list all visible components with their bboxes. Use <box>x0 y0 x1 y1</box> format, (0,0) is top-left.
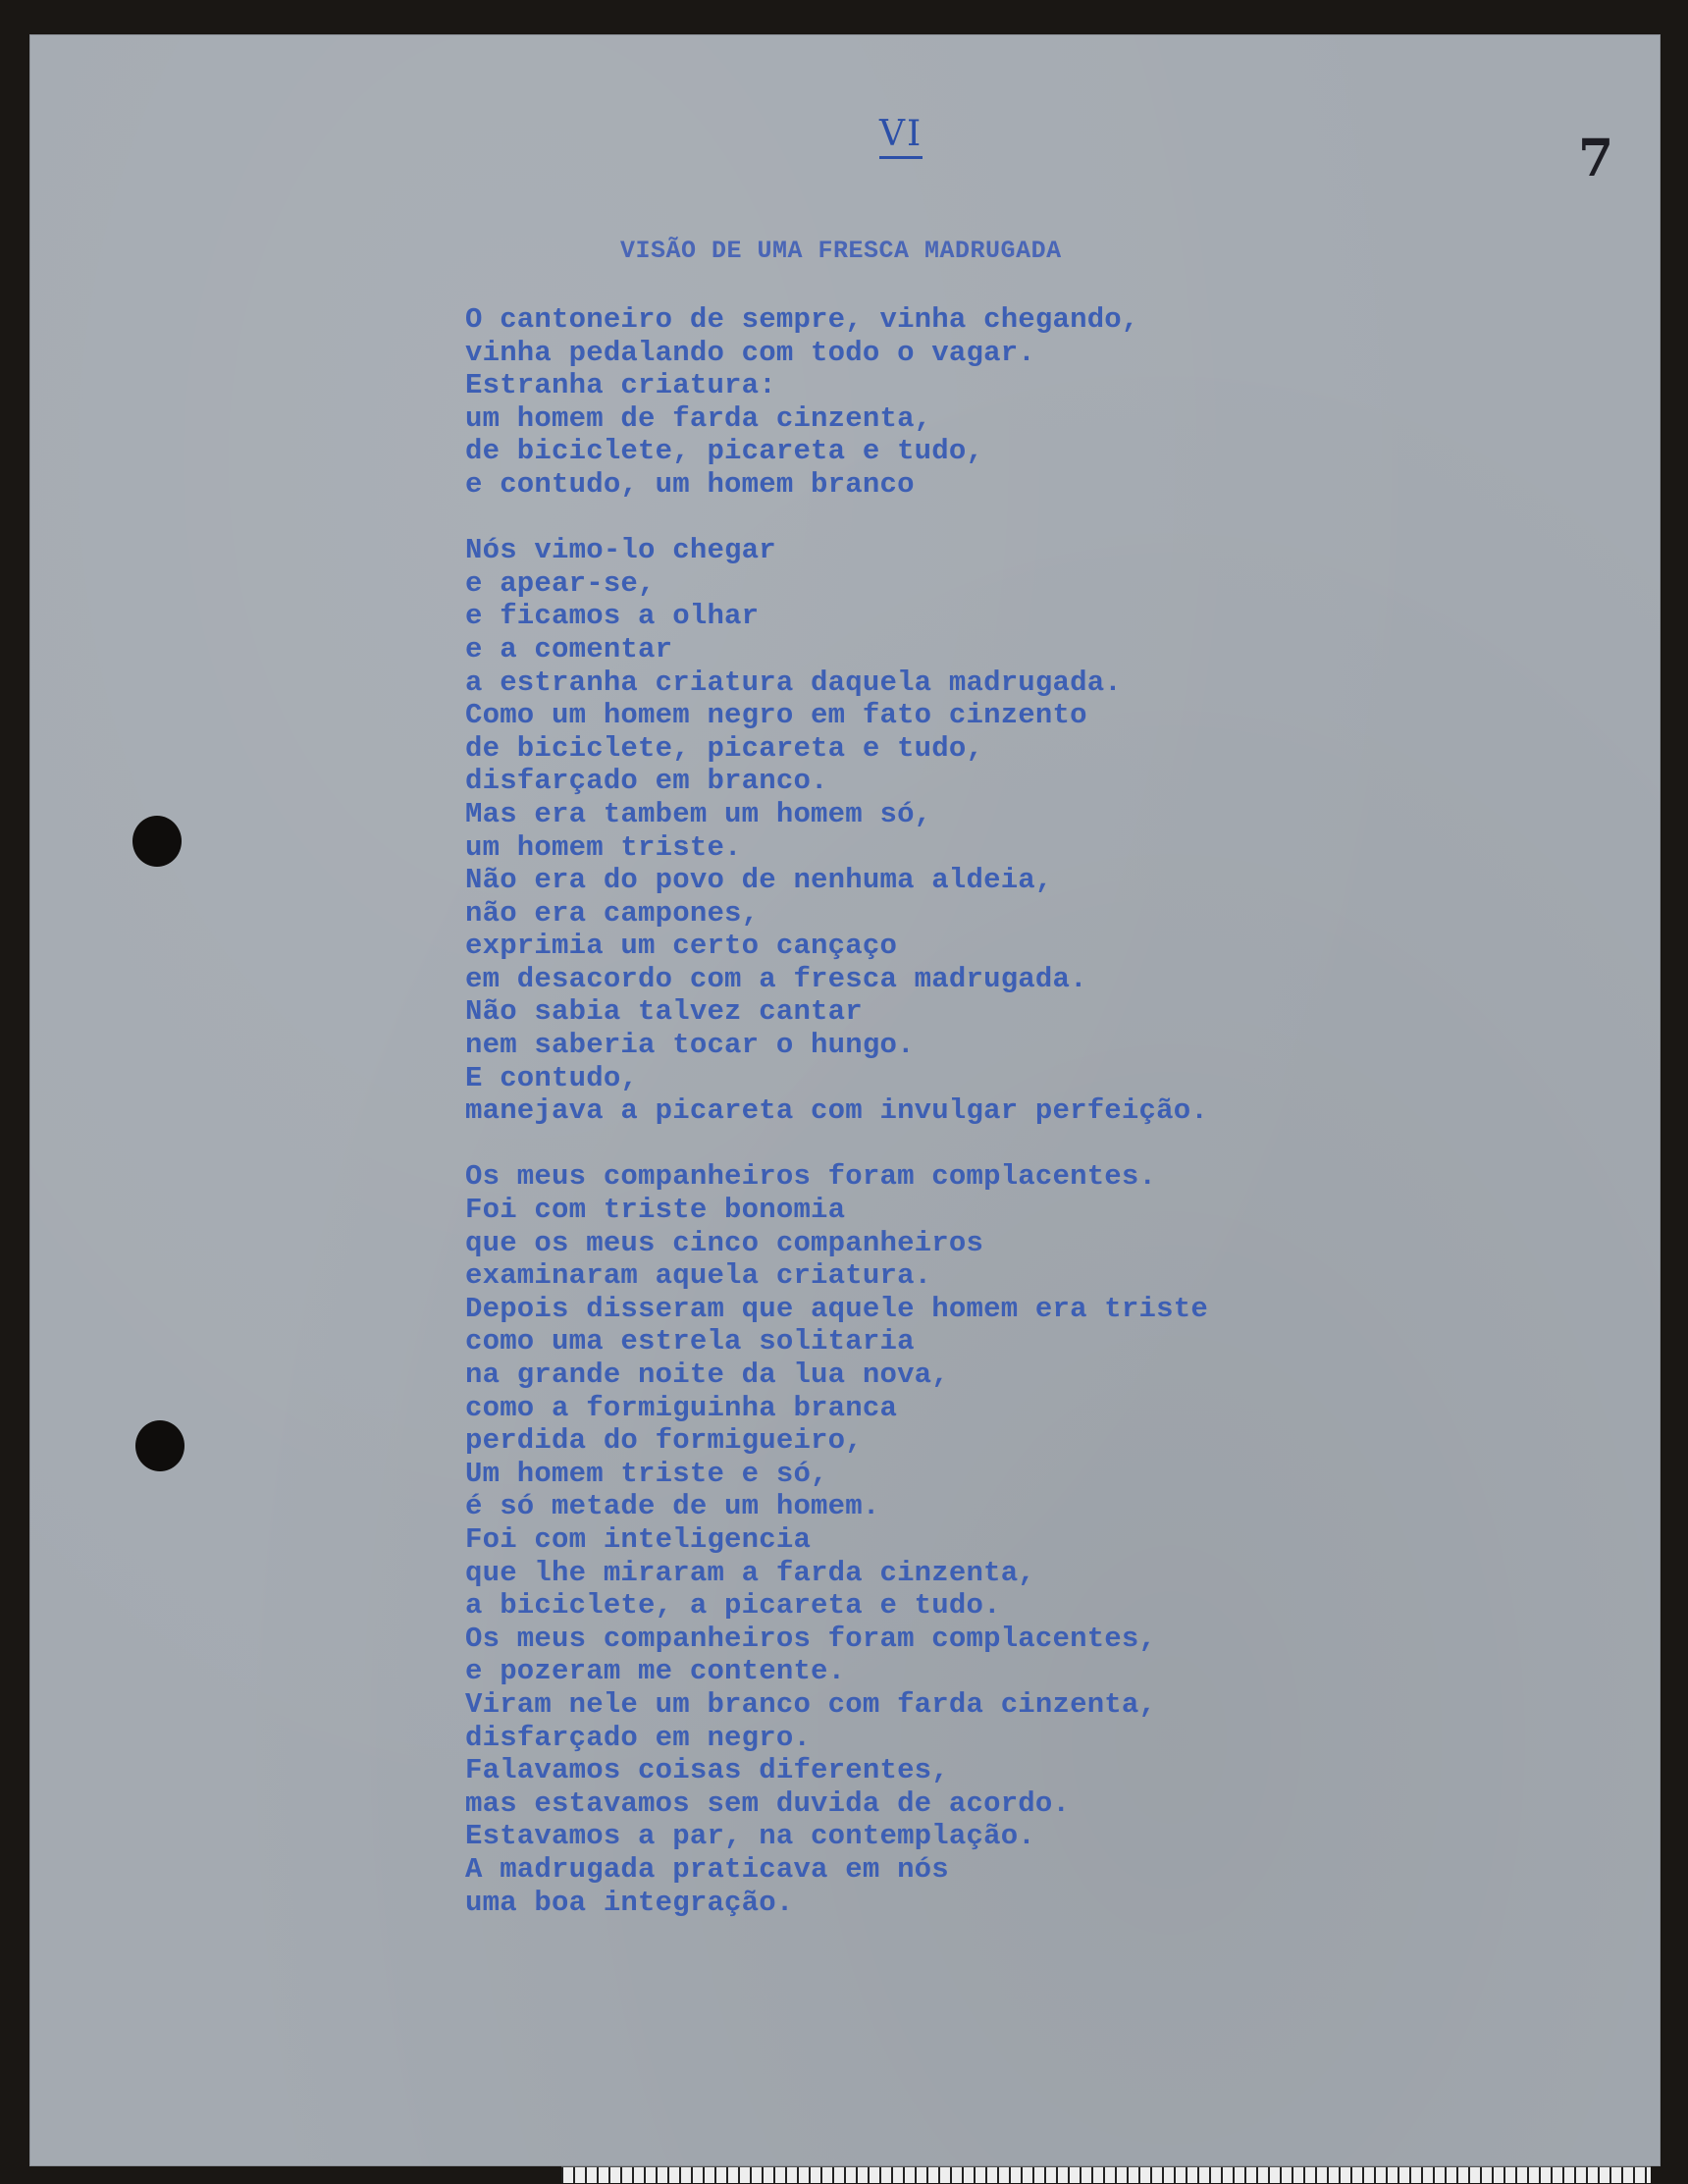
poem-line: e contudo, um homem branco <box>465 467 915 501</box>
punch-hole-top <box>132 816 182 867</box>
poem-line: mas estavamos sem duvida de acordo. <box>465 1786 1071 1820</box>
poem-line: disfarçado em branco. <box>465 765 828 798</box>
poem-line: Foi com inteligencia <box>465 1522 812 1556</box>
poem-line: de biciclete, picareta e tudo, <box>465 731 984 765</box>
poem-line: que os meus cinco companheiros <box>465 1226 984 1259</box>
page-number: 7 <box>1578 129 1614 188</box>
poem-line: e ficamos a olhar <box>465 600 760 633</box>
poem-line: de biciclete, picareta e tudo, <box>465 435 984 468</box>
poem-line: Estavamos a par, na contemplação. <box>465 1820 1035 1853</box>
poem-line: em desacordo com a fresca madrugada. <box>465 962 1087 995</box>
poem-line: na grande noite da lua nova, <box>465 1358 949 1391</box>
paper-sheet <box>29 34 1661 2166</box>
poem-line: A madrugada praticava em nós <box>465 1852 949 1886</box>
poem-line: Não era do povo de nenhuma aldeia, <box>465 864 1053 897</box>
stanza <box>465 303 1208 502</box>
poem-line: a biciclete, a picareta e tudo. <box>465 1589 1001 1623</box>
poem-line: e pozeram me contente. <box>465 1655 846 1688</box>
poem-line: Os meus companheiros foram complacentes, <box>465 1622 1157 1655</box>
poem-line: um homem de farda cinzenta, <box>465 401 932 435</box>
poem-line: Um homem triste e só, <box>465 1457 828 1490</box>
poem-line: Foi com triste bonomia <box>465 1194 846 1227</box>
poem-line: e apear-se, <box>465 566 656 600</box>
poem-line: examinaram aquela criatura. <box>465 1259 932 1293</box>
poem-line: disfarçado em negro. <box>465 1721 812 1754</box>
poem-line: Nós vimo-lo chegar <box>465 534 776 567</box>
poem-line: Falavamos coisas diferentes, <box>465 1754 949 1787</box>
poem-line: E contudo, <box>465 1061 639 1094</box>
poem-line: Como um homem negro em fato cinzento <box>465 699 1087 732</box>
poem-line: que lhe miraram a farda cinzenta, <box>465 1556 1035 1589</box>
poem-line: vinha pedalando com todo o vagar. <box>465 336 1035 369</box>
poem-line: perdida do formigueiro, <box>465 1424 863 1458</box>
poem-line: manejava a picareta com invulgar perfeição. <box>465 1094 1208 1128</box>
poem-line: uma boa integração. <box>465 1886 794 1919</box>
poem-line: não era campones, <box>465 896 760 930</box>
poem-title: VISÃO DE UMA FRESCA MADRUGADA <box>620 237 1062 265</box>
section-numeral: VI <box>879 115 923 159</box>
poem-line: é só metade de um homem. <box>465 1490 880 1523</box>
poem-line: e a comentar <box>465 632 673 666</box>
poem-line: O cantoneiro de sempre, vinha chegando, <box>465 303 1139 336</box>
poem-line: nem saberia tocar o hungo. <box>465 1029 915 1062</box>
poem-line: como uma estrela solitaria <box>465 1325 915 1358</box>
poem-line: Viram nele um branco com farda cinzenta, <box>465 1687 1157 1721</box>
poem-line: Estranha criatura: <box>465 369 776 402</box>
poem-line: Mas era tambem um homem só, <box>465 797 932 830</box>
poem-body <box>465 303 1208 1919</box>
scale-ruler <box>561 2166 1651 2183</box>
poem-line: Os meus companheiros foram complacentes. <box>465 1160 1157 1194</box>
stanza <box>465 534 1208 1128</box>
poem-line: como a formiguinha branca <box>465 1391 898 1424</box>
poem-line: Não sabia talvez cantar <box>465 995 863 1029</box>
punch-hole-bottom <box>135 1420 185 1471</box>
poem-line: exprimia um certo cançaço <box>465 930 898 963</box>
poem-line: Depois disseram que aquele homem era triste <box>465 1292 1208 1325</box>
stanza <box>465 1160 1208 1919</box>
poem-line: a estranha criatura daquela madrugada. <box>465 666 1122 699</box>
poem-line: um homem triste. <box>465 830 742 864</box>
